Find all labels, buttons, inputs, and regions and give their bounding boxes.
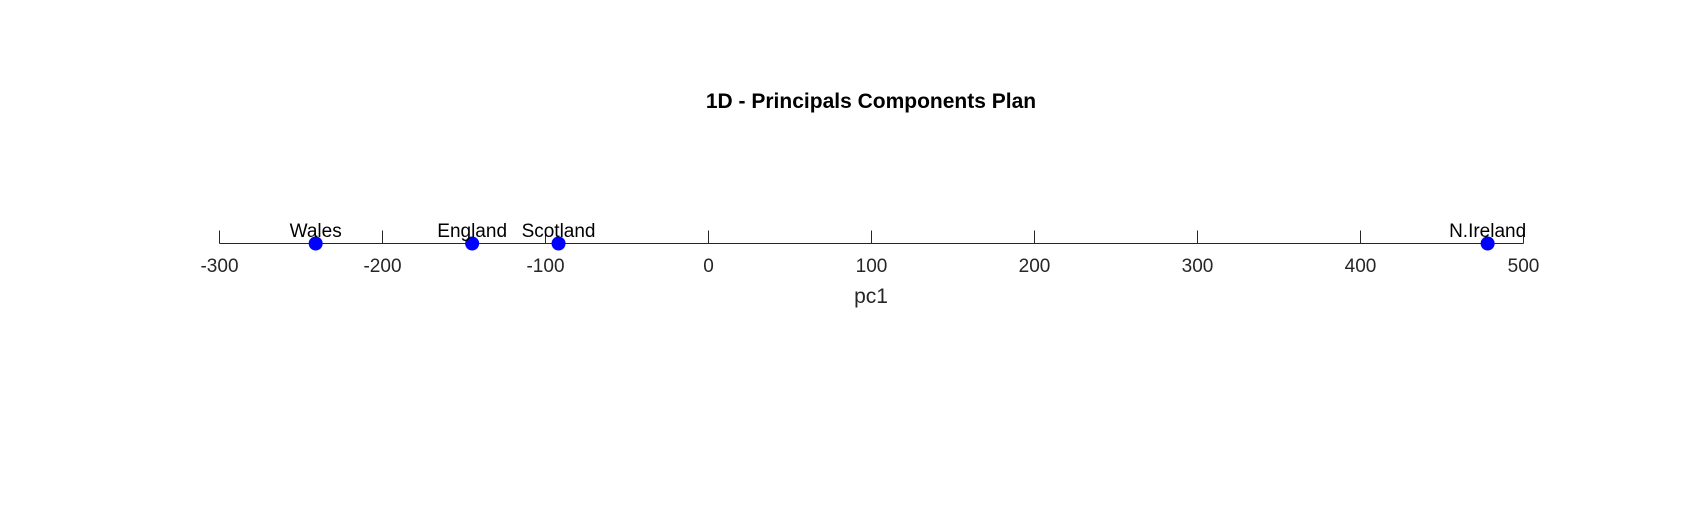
x-tick-label: 0 [703,256,714,277]
x-tick-label: 200 [1018,256,1051,277]
data-point-label: England [437,221,508,242]
x-tick-label: -200 [363,256,402,277]
x-tick-label: 300 [1181,256,1214,277]
data-point-label: Wales [289,221,342,242]
x-axis-ticks [200,231,1539,278]
x-tick-label: 500 [1507,256,1540,277]
data-point-label: N.Ireland [1449,221,1527,242]
x-axis-label: pc1 [854,285,888,308]
data-points [290,221,1527,251]
chart-title: 1D - Principals Components Plan [705,90,1037,113]
x-tick-label: -100 [526,256,565,277]
x-tick-label: 100 [855,256,888,277]
x-tick-label: -300 [200,256,239,277]
data-point-label: Scotland [521,221,596,242]
x-tick-label: 400 [1344,256,1377,277]
